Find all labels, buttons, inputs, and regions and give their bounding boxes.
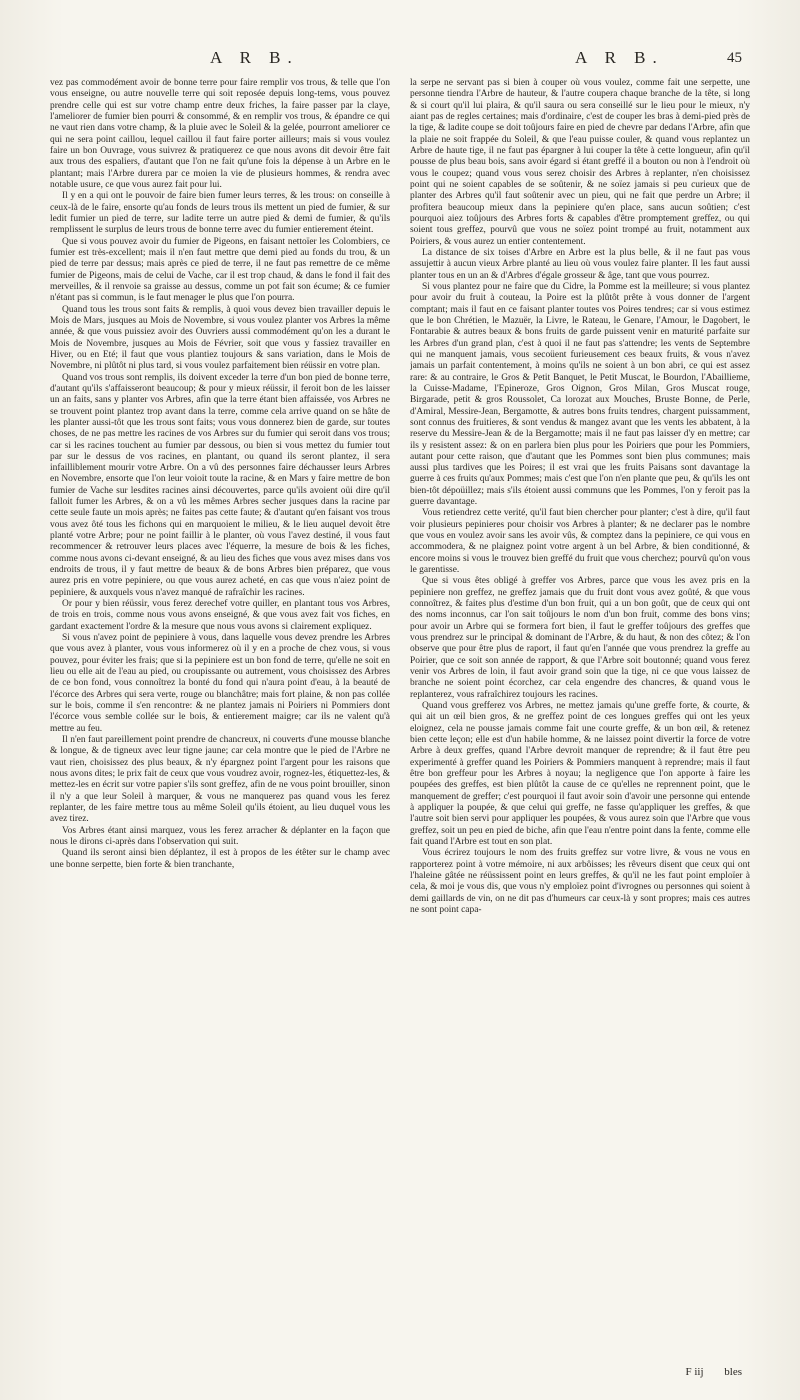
- page-number: 45: [727, 50, 742, 66]
- page-footer: [667, 1366, 742, 1378]
- paragraph: Quand ils seront ainsi bien déplantez, il est à propos de les étêter sur le champ avec une bonne serpette, bien forte & bien tranchante,: [50, 848, 390, 870]
- paragraph: Vos Arbres étant ainsi marquez, vous les ferez arracher & déplanter en la façon que nous le dirons ci-après dans l'observation qui suit.: [50, 825, 390, 847]
- paragraph: Que si vous êtes obligé à greffer vos Arbres, parce que vous les avez pris en la pepiniere non greffez, ne greffez jamais que du fruit dont vous avez goûté, & que vous connoîtrez, & faites plus d'estime d'un bon fruit, qui a un bon goût, que de ceux qui ont des noms inconnus, car l'on sait toûjours le nom d'un bon fruit, comme des bons vins; pour avoir un Arbre qui se formera fort bien, il faut le greffer toûjours des greffes que vous prendrez sur le principal & dominant de l'Arbre, & du haut, & non des côtez; & l'on observe que pour être plus de raport, il faut qu'en l'année que vous prendrez la greffe au Poirier, que ce soit son année de rapport, & que l'Arbre soit boutonné; quand vous ferez venir vos Arbres de loin, il faut avoir grand soin que la tige, ni ce que vous laissez de branche ne soient point écorchez, car cela engendre des chancres, & quand vous le replanterez, vous rafraîchirez toujours les racines.: [410, 576, 750, 700]
- paragraph: Vous écrirez toujours le nom des fruits greffez sur votre livre, & vous ne vous en rapporterez point à votre mémoire, ni aux arbôisses; les rêveurs disent que ceux qui ont l'haleine gâtée ne réüssissent point en leurs greffes, & qu'il ne les faut point emploïer à cela, & moi je vous dis, que vous n'y emploïez point d'ivrognes ou personnes qui soient à demi gaillards de vin, on ne dit pas d'humeurs car ceux-là y sont propres; mais ces autres ne sont point capa-: [410, 848, 750, 915]
- paragraph: Quand vos trous sont remplis, ils doivent exceder la terre d'un bon pied de bonne terre, d'autant qu'ils s'affaisseront beaucoup; & pour y mieux réüssir, il feroit bon de les laisser un an faits, sans y planter vos Arbres, afin que la terre étant bien affaissée, vos Arbres ne se trouvent point plantez trop avant dans la terre, comme cela arrive quand on se hâte de les planter aussi-tôt que les trous sont faits; vous vous donnerez bien de garde, sur toutes choses, de ne pas mettre les racines de vos Arbres sur du fumier qui seroit dans vos trous; car si les racines touchent au fumier par dessous, ou bien si vous mettez du fumier tout par sur le dessus de vos racines, en plantant, ou quand ils seront plantez, il sera infailliblement mourir votre Arbre. On a vû des personnes faire déchausser leurs Arbres en Novembre, ensorte que l'on leur voioit toute la racine, & en Mars y faire mettre de bon fumier de Vache sur lesdites racines ainsi découvertes, parce qu'ils avoient oüi dire qu'il falloit fumer les Arbres, & on a vû les mêmes Arbres secher jusques dans la racine par cette seule faute un mois après; ne faites pas cette faute; & d'autant qu'en faisant vos trous vous avez ôté tous les fichons qui en marquoient le milieu, & le lieu auquel devoit être planté votre Arbre; pour ne point faillir à le planter, où vous l'avez destiné, il vous faut recommencer & retrouver leurs places avec l'équerre, la mesure de bois & les fiches, comme nous avons ci-devant enseigné, & au lieu des fiches que vous avez mises dans vos endroits de trous, il y faut mettre de beaux & de bons Arbres bien préparez, que vous aurez pris en votre pepiniere, ou que vous aurez acheté, en cas que vous n'aiez point de pepiniere, & auxquels vous n'avez manqué de rafraîchir les racines.: [50, 372, 390, 598]
- signature-mark: F iij: [685, 1366, 704, 1378]
- paragraph: vez pas commodément avoir de bonne terre pour faire remplir vos trous, & telle que l'on vous enseigne, ou autre nouvelle terre qui soit reposée depuis long-tems, vous pouvez prendre celle qui est sur votre champ entre deux friches, la faire passer par la claye, l'ameliorer de fumier bien pourri & consommé, & en remplir vos trous, & épandre ce qui ne vaut rien dans votre champ, & la pluie avec le Soleil & la gelée, pourront ameliorer ce qui ne sera point caillou, lequel caillou il faut faire porter ailleurs; mais si vous voulez faire un bon Ouvrage, vous suivrez & pratiquerez ce que nous avons dit devoir être fait aux trous des espaliers, d'autant que l'on ne fait qu'une fois la dépense à un Arbre en le plantant; mais l'Arbre durera par ce moien la vie de plusieurs hommes, & rendra avec notable usure, ce que vous aurez fait pour lui.: [50, 78, 390, 190]
- text-columns: [50, 78, 750, 1388]
- paragraph: Si vous plantez pour ne faire que du Cidre, la Pomme est la meilleure; si vous plantez pour avoir du fruit à couteau, la Poire est la plûtôt prête à vous donner de l'argent comptant; mais il faut en ce faisant planter toutes vos Poires tendres; car si vous estimez que le bon Chrétien, le Mazuër, la Livre, le Rateau, le Genare, l'Amour, le Dagobert, le Fontarabie & autres beaux & bons fruits de garde puissent venir en maturité parfaite sur les Arbres d'un grand plan, c'est à quoi il ne faut pas s'attendre; les vents de Septembre qui ne manquent jamais, vous secoüent furieusement ces beaux fruits, & vous n'avez jamais un parfait contentement, à moins qu'ils ne soient à un bon abri, ce qui est assez rare: & au contraire, le Gros & Petit Banquet, le Petit Muscat, le Bourdon, l'Abaillieme, la Cuisse-Madame, l'Epineroze, Gros Oignon, Gros Milan, Gros Muscat rouge, Birgarade, petit & gros Roussolet, Ca lorozat aux Mouches, Bruste Bonne, de Perle, d'Amiral, Messire-Jean, Bergamotte, & autres bons fruits tendres, chargent puissamment, sont connus des fruitieres, & sont vendus & mangez avant que les vents les abbatent, à la reserve du Messire-Jean & de la Bergamotte; mais il ne faut pas laisser d'y en mettre; car ils y resistent assez: & on en parlera bien plus pour les Poiriers que pour les Pommiers, autant pour cette raison, que d'autant que les Pommes sont bien plus communes; mais aussi plus tardives que les Poires; il est vrai que les fruits Paisans sont davantage la guerre à ces fruits qu'aux Pommes; mais c'est que l'on n'en plante que peu, & qu'ils les ont bien-tôt dépoüillez; mais s'ils étoient aussi communs que les Pommes, l'on y feroit pas la guerre davantage.: [410, 281, 750, 508]
- paragraph: la serpe ne servant pas si bien à couper où vous voulez, comme fait une serpette, une personne tiendra l'Arbre de hauteur, & l'autre coupera chaque branche de la tête, si long & si court qu'il lui plaira, & qu'il saura ou sera conseillé sur le lieu pour le mieux, n'y aiant pas de regles certaines; mais d'ordinaire, c'est de couper les bras à demi-pied près de la tige, & ladite coupe se doit toûjours faire en pied de chevre par dedans l'Arbre, afin que la plaie ne soit frappée du Soleil, & que l'eau puisse couler, & quand vous replantez un Arbre de haute tige, il ne faut pas épargner à lui couper la tête à cette longueur, afin qu'il pousse de plus beau bois, sans avoir égard si étant greffé il a bouton ou non à l'endroit où vous le coupez; quand vous vous serez choisir des Arbres à replanter, n'en choisissez point qui ne soient capables de se soûtenir, & ne soïez jamais si peu curieux que de planter des Arbres qu'il faut soûtenir avec un pieu, qui ne fait que perdre un Arbre; il profitera beaucoup mieux dans la pepiniere qu'en place, sans aucun soûtien; c'est pourquoi aiez toûjours des Arbres forts & capables d'être promptement greffez, ou qui soient tous greffez, pourvû que vous ne soïez point trompé au fruit, notamment aux Poiriers, & vous aurez un entier contentement.: [410, 78, 750, 247]
- left-column: [50, 78, 390, 1388]
- running-head-right: A R B.: [575, 48, 664, 67]
- paragraph: Il y en a qui ont le pouvoir de faire bien fumer leurs terres, & les trous: on conseille à ceux-là de le faire, ensorte qu'au fonds de leurs trous ils mettent un pied de fumier, & sur ledit fumier un pied de terre, sur ladite terre un autre pied & demi de fumier, & qu'ils remplissent le surplus de leurs trous de bonne terre avec du fumier entierement éteint.: [50, 191, 390, 236]
- running-head: [50, 44, 750, 74]
- paragraph: Vous retiendrez cette verité, qu'il faut bien chercher pour planter; c'est à dire, qu'il faut voir plusieurs pepinieres pour choisir vos Arbres à planter; & ne declarer pas le nombre que vous en voulez avoir sans les avoir vûs, & comptez dans la pepiniere, ce qui vous en accommodera, & ne plaignez point votre argent à un bel Arbre, & bien conditionné, & encore moins si vous le trouvez bien greffé du fruit que vous cherchez; pourvû qu'on vous le garentisse.: [410, 508, 750, 576]
- paragraph: Si vous n'avez point de pepiniere à vous, dans laquelle vous devez prendre les Arbres que vous avez à planter, vous vous informerez où il y en a proche de chez vous, si vous pouvez, pour éviter les frais; que si la pepiniere est un bon fond de terre, qu'elle ne soit en lieu ou elle ait de l'eau au pied, ou croupissante ou autrement, vous choisissez des Arbres de ce bon fond, vous connoîtrez la bonté du fond qui n'aura point d'eau, à la beauté de l'écorce des Arbres qui sera verte, rouge ou blanchâtre; mais fort plaine, & non pas collée sur le bois, comme il s'en rencontre: & ne plantez jamais ni Poiriers ni Pommiers dont l'écorce vous semble collée sur le bois, & entierement maigre; car ils ne valent qu'à mettre au feu.: [50, 633, 390, 734]
- paragraph: Il n'en faut pareillement point prendre de chancreux, ni couverts d'une mousse blanche & longue, & de tigneux avec leur tigne jaune; car cela montre que le pied de l'Arbre ne vaut rien, choisissez des plus beaux, & n'y épargnez point l'argent pour les raisons que nous avons dites; le prix fait de ceux que vous voudrez avoir, rognez-les, étiquettez-les, & mettez-les en écrit sur votre papier s'ils sont greffez, afin de ne vous point brouiller, sinon il n'y a que leur Soleil à marquer, & vous ne manquerez pas quand vous les ferez replanter, de les faire mettre tous au même Soleil qu'ils étoient, au lieu duquel vous les avez tirez.: [50, 735, 390, 825]
- paragraph: La distance de six toises d'Arbre en Arbre est la plus belle, & il ne faut pas vous assujettir à aucun vieux Arbre planté au lieu où vous voulez faire planter. Il les faut aussi planter tous en un an & d'Arbres d'égale grosseur & âge, tant que vous pourrez.: [410, 247, 750, 281]
- right-column: [410, 78, 750, 1388]
- paragraph: Quand tous les trous sont faits & remplis, à quoi vous devez bien travailler depuis le Mois de Mars, jusques au Mois de Novembre, si vous voulez planter vos Arbres la même année, & que vous puissiez avoir des Ouvriers aussi commodément qu'on les a durant le Mois de Novembre, jusques au Mois de Février, soit que vous y fassiez travailler en Hiver, ou en Eté; il faut que vous plantiez toujours & sans variation, dans le Mois de Novembre, ni plûtôt ni plus tard, si vous voulez parfaitement bien réüssir en votre plan.: [50, 304, 390, 372]
- paragraph: Quand vous grefferez vos Arbres, ne mettez jamais qu'une greffe forte, & courte, & qui ait un œil bien gros, & ne greffez point de ces longues greffes qui ont les yeux eloignez, cela ne pousse jamais comme fait une courte greffe, & un bon œil, & retenez bien cette leçon; elle est d'un habile homme, & ne laissez point divertir la force de votre Arbre à deux greffes, quand l'Arbre devroit manquer de reprendre; & il faut être peu experimenté à greffer quand les Poiriers & Pommiers manquent à reprendre; mais il faut être bon greffeur pour les Arbres à noyau; la negligence que l'on apporte à faire les poupées des greffes, est bien plûtôt la cause de ce qu'elles ne reprennent point, que le manquement de greffer; c'est pourquoi il faut avoir soin d'avoir une personne qui entende à appliquer la poupée, & que celui qui greffe, ne fasse qu'appliquer les greffes, & que l'autre soit bien servi pour appliquer les poupées, & vous aurez soin que l'Arbre que vous greffez, soit un peu en pied de biche, afin que l'eau n'entre point dans la fente, comme elle fait quand l'Arbre est tout en son plat.: [410, 701, 750, 847]
- paragraph: Que si vous pouvez avoir du fumier de Pigeons, en faisant nettoïer les Colombiers, ce fumier est très-excellent; mais il n'en faut mettre que demi pied au fonds du trou, & un pied de terre par dessus; mais après ce pied de terre, il ne faut pas remettre de ce même fumier de Pigeons, mais de celui de Vache, car il est trop chaud, & dans le fond il fait des merveilles, & il renvoie sa graisse au dessus, comme un pot fait son écume; & ce fumier n'étant pas si commun, is le faut menager le plus que l'on pourra.: [50, 236, 390, 304]
- paragraph: Or pour y bien réüssir, vous ferez derechef votre quiller, en plantant tous vos Arbres, de trois en trois, comme nous vous avons enseigné, & que vous avez fait vos fiches, en gardant exactement l'ordre & la mesure que nous vous avons si clairement expliquez.: [50, 599, 390, 632]
- catchword: bles: [724, 1366, 742, 1378]
- running-head-left: A R B.: [210, 48, 299, 67]
